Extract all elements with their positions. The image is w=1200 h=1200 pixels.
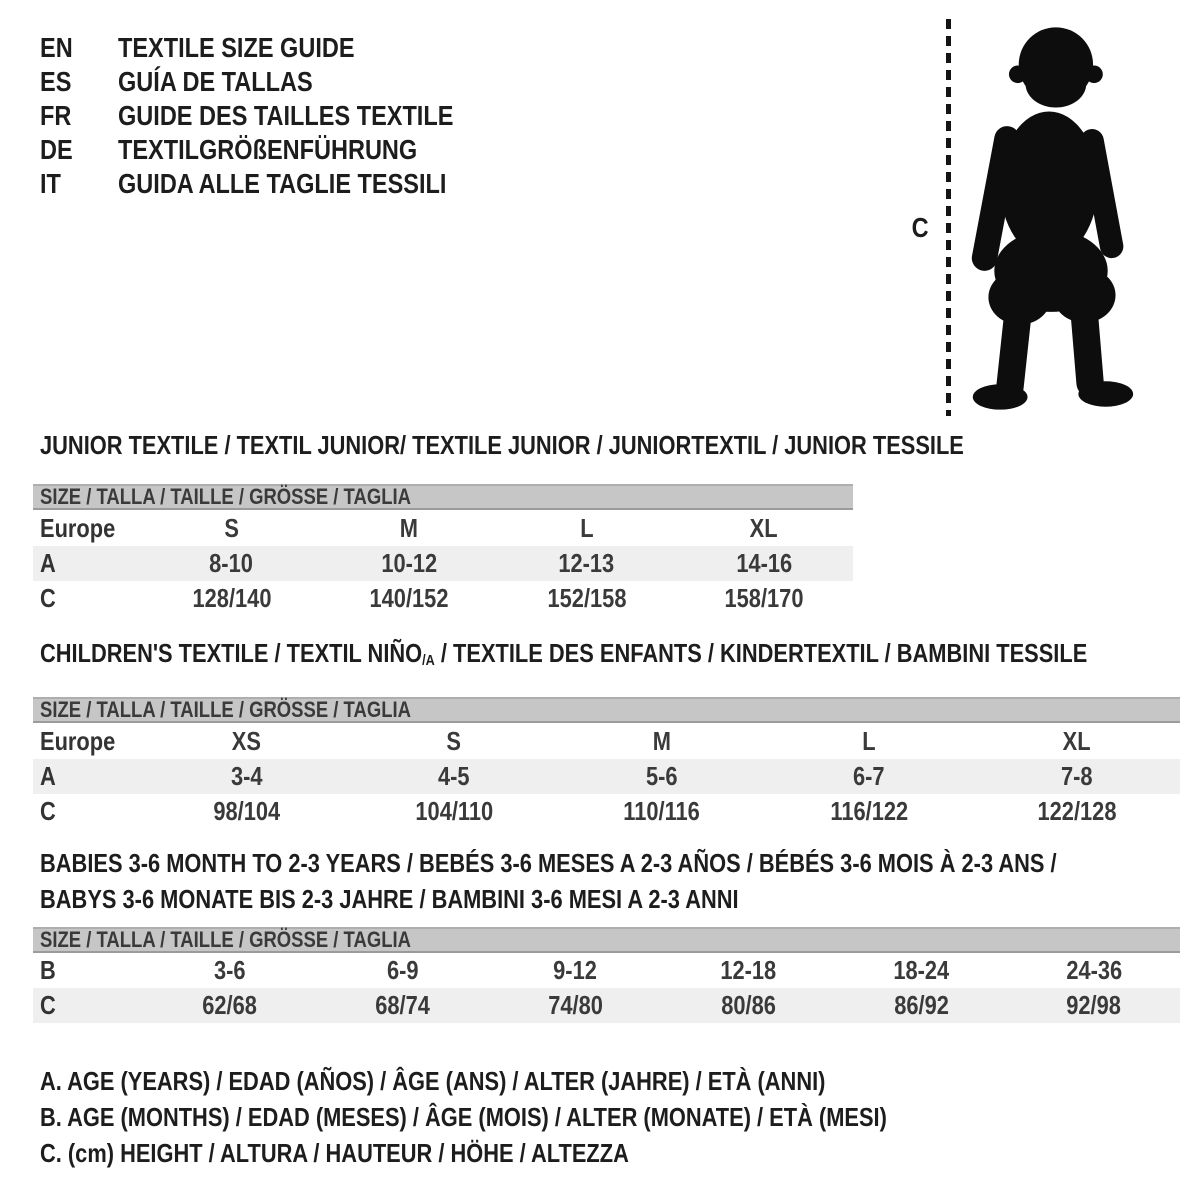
cell: 92/98	[1066, 990, 1122, 1020]
cell: 6-7	[853, 761, 885, 791]
junior-section	[33, 430, 964, 616]
cell: 116/122	[830, 796, 908, 826]
size-col-header: XL	[1062, 725, 1091, 756]
size-bar: SIZE / TALLA / TAILLE / GRÖSSE / TAGLIA	[33, 697, 1180, 723]
children-heading-sub: /A	[422, 651, 435, 669]
cell: 7-8	[1060, 761, 1093, 791]
cell: 9-12	[553, 955, 598, 985]
cell: 110/116	[623, 796, 700, 826]
measurement-legend	[40, 1063, 1048, 1171]
table-row-months	[33, 953, 1180, 988]
legend-line-b: B. AGE (MONTHS) / EDAD (MESES) / ÂGE (MOIS) / ALTER (MONATE) / ETÀ (MESI)	[40, 1102, 887, 1132]
table-row-age	[33, 759, 1180, 794]
cell: 86/92	[894, 990, 949, 1020]
size-col-header: M	[399, 512, 419, 543]
height-measure-dashed-line	[946, 19, 951, 416]
region-header: Europe	[40, 725, 116, 756]
legend-line-a: A. AGE (YEARS) / EDAD (AÑOS) / ÂGE (ANS) / ALTER (JAHRE) / ETÀ (ANNI)	[40, 1066, 826, 1096]
size-col-header: XL	[750, 512, 778, 543]
table-row-height	[33, 988, 1180, 1023]
cell: 158/170	[724, 583, 804, 613]
language-code: FR	[40, 100, 72, 131]
cell: 80/86	[721, 990, 776, 1020]
cell: 62/68	[202, 990, 257, 1020]
babies-heading-line1: BABIES 3-6 MONTH TO 2-3 YEARS / BEBÉS 3-6 MESES A 2-3 AÑOS / BÉBÉS 3-6 MOIS À 2-3 ANS /	[40, 848, 1057, 878]
cell: 5-6	[645, 761, 678, 791]
children-heading	[40, 638, 1180, 673]
cell: 8-10	[209, 548, 254, 578]
table-header-row	[33, 723, 1180, 759]
language-code: ES	[40, 66, 72, 97]
language-code: DE	[40, 134, 73, 165]
cell: 128/140	[192, 583, 271, 613]
table-header-row	[33, 510, 853, 546]
language-title: GUIDA ALLE TAGLIE TESSILI	[118, 168, 447, 199]
row-label: C	[40, 796, 56, 826]
cell: 3-4	[230, 761, 263, 791]
cell: 24-36	[1066, 955, 1122, 985]
cell: 12-18	[720, 955, 777, 985]
children-size-table	[33, 723, 1180, 829]
cell: 104/110	[415, 796, 493, 826]
row-label: C	[40, 583, 56, 613]
size-col-header: L	[862, 725, 876, 756]
cell: 140/152	[369, 583, 449, 613]
measure-c-label: C	[911, 212, 929, 243]
cell: 152/158	[547, 583, 626, 613]
table-row-age	[33, 546, 853, 581]
language-code: IT	[40, 168, 61, 199]
cell: 6-9	[386, 955, 419, 985]
language-title-list	[40, 31, 517, 201]
cell: 122/128	[1037, 796, 1116, 826]
size-col-header: S	[446, 725, 462, 756]
babies-section	[33, 845, 1180, 1023]
table-row-height	[33, 794, 1180, 829]
table-row-height	[33, 581, 853, 616]
cell: 68/74	[375, 990, 430, 1020]
junior-heading: JUNIOR TEXTILE / TEXTIL JUNIOR/ TEXTILE JUNIOR / JUNIORTEXTIL / JUNIOR TESSILE	[40, 430, 964, 460]
cell: 4-5	[438, 761, 470, 791]
cell: 3-6	[213, 955, 246, 985]
size-col-header: XS	[231, 725, 262, 756]
legend-line-c: C. (cm) HEIGHT / ALTURA / HAUTEUR / HÖHE / ALTEZZA	[40, 1138, 629, 1168]
babies-size-table	[33, 953, 1180, 1023]
cell: 18-24	[893, 955, 950, 985]
language-title: TEXTILE SIZE GUIDE	[118, 32, 355, 63]
region-header: Europe	[40, 512, 116, 543]
size-col-header: L	[579, 512, 594, 543]
children-section	[33, 638, 1180, 829]
language-title: TEXTILGRÖßENFÜHRUNG	[118, 134, 418, 165]
cell: 74/80	[548, 990, 603, 1020]
row-label: A	[40, 548, 56, 578]
children-heading-prefix: CHILDREN'S TEXTILE / TEXTIL NIÑO	[40, 638, 423, 668]
size-col-header: S	[224, 512, 239, 543]
row-label: A	[40, 761, 56, 791]
size-bar: SIZE / TALLA / TAILLE / GRÖSSE / TAGLIA	[33, 927, 1180, 953]
size-col-header: M	[652, 725, 671, 756]
cell: 14-16	[736, 548, 792, 578]
language-code: EN	[40, 32, 73, 63]
toddler-silhouette-icon	[963, 17, 1139, 421]
babies-heading-line2: BABYS 3-6 MONATE BIS 2-3 JAHRE / BAMBINI 3-6 MESI A 2-3 ANNI	[40, 884, 739, 914]
junior-size-table	[33, 510, 853, 616]
language-title: GUÍA DE TALLAS	[118, 66, 313, 97]
cell: 98/104	[213, 796, 280, 826]
size-bar: SIZE / TALLA / TAILLE / GRÖSSE / TAGLIA	[33, 484, 853, 510]
cell: 12-13	[558, 548, 615, 578]
language-title: GUIDE DES TAILLES TEXTILE	[118, 100, 454, 131]
row-label: C	[40, 990, 56, 1020]
children-heading-suffix: / TEXTILE DES ENFANTS / KINDERTEXTIL / BAMBINI TESSILE	[434, 638, 1088, 668]
row-label: B	[40, 955, 56, 985]
cell: 10-12	[381, 548, 437, 578]
